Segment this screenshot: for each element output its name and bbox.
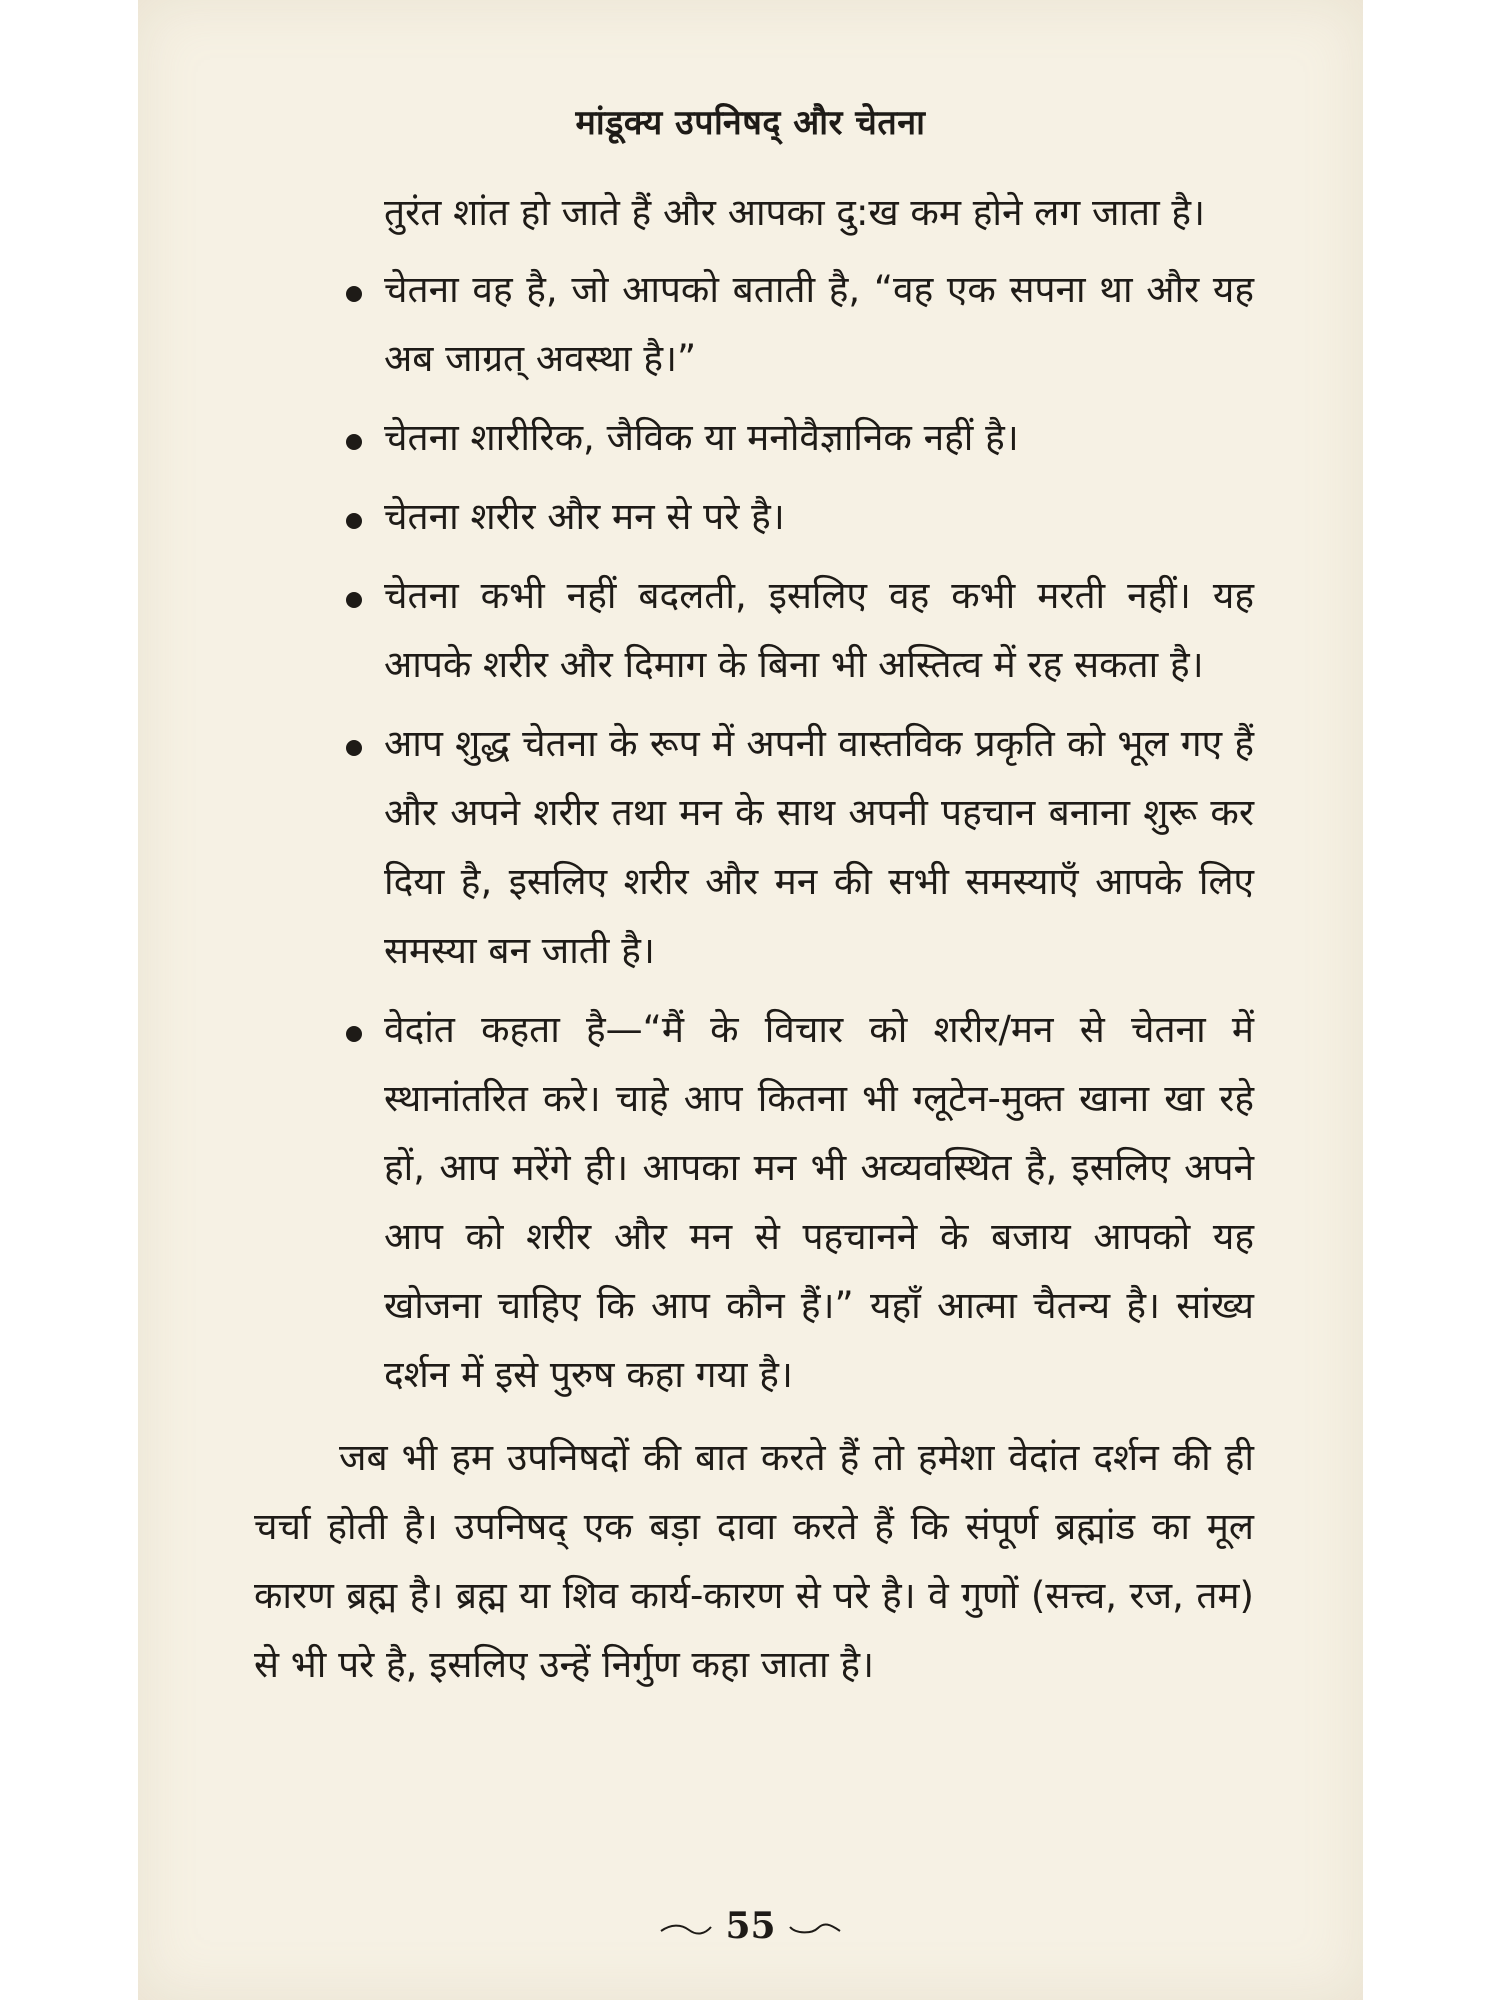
bullet-text: वेदांत कहता है—“मैं के विचार को शरीर/मन से चेतना में स्थानांतरित करे। चाहे आप कितना भी ग्लूटेन-मुक्त खाना खा रहे हों, आप मरेंगे ही। आपका मन भी अव्यवस्थित है, इसलिए अपने आप को शरीर और मन से पहचानने के बजाय आपको यह खोजना चाहिए कि आप कौन हैं।” यहाँ आत्मा चैतन्य है। सांख्य दर्शन में इसे पुरुष कहा गया है। (384, 1008, 1254, 1396)
bullet-item (254, 995, 1254, 1409)
bullet-item (254, 482, 1254, 551)
right-swash-icon (788, 1922, 842, 1936)
bullet-text: चेतना शरीर और मन से परे है। (384, 495, 785, 538)
bullet-item (254, 403, 1254, 472)
bullet-text: आप शुद्ध चेतना के रूप में अपनी वास्तविक प्रकृति को भूल गए हैं और अपने शरीर तथा मन के साथ अपनी पहचान बनाना शुरू कर दिया है, इसलिए शरीर और मन की सभी समस्याएँ आपके लिए समस्या बन जाती है। (384, 722, 1254, 972)
bullet-item (254, 709, 1254, 985)
page-body (254, 178, 1254, 1699)
bullet-item (254, 255, 1254, 393)
bullet-icon (346, 592, 362, 608)
bullet-icon (346, 1026, 362, 1042)
left-swash-icon (659, 1922, 713, 1936)
bullet-item (254, 561, 1254, 699)
book-page (138, 0, 1363, 2000)
bullet-list (254, 255, 1254, 1409)
bullet-icon (346, 434, 362, 450)
bullet-icon (346, 286, 362, 302)
bullet-text: चेतना शारीरिक, जैविक या मनोवैज्ञानिक नहीं है। (384, 416, 1019, 459)
bullet-icon (346, 513, 362, 529)
page-number-footer (138, 1905, 1363, 1947)
bullet-text: चेतना वह है, जो आपको बताती है, “वह एक सपना था और यह अब जाग्रत् अवस्था है।” (384, 268, 1254, 380)
page-number: 55 (725, 1905, 776, 1947)
body-paragraph: जब भी हम उपनिषदों की बात करते हैं तो हमेशा वेदांत दर्शन की ही चर्चा होती है। उपनिषद् एक बड़ा दावा करते हैं कि संपूर्ण ब्रह्मांड का मूल कारण ब्रह्म है। ब्रह्म या शिव कार्य-कारण से परे है। वे गुणों (सत्त्व, रज, तम) से भी परे है, इसलिए उन्हें निर्गुण कहा जाता है। (254, 1436, 1254, 1686)
running-head: मांडूक्य उपनिषद् और चेतना (575, 103, 926, 143)
continued-text: तुरंत शांत हो जाते हैं और आपका दु:ख कम होने लग जाता है। (384, 191, 1206, 234)
bullet-icon (346, 740, 362, 756)
bullet-text: चेतना कभी नहीं बदलती, इसलिए वह कभी मरती नहीं। यह आपके शरीर और दिमाग के बिना भी अस्तित्व में रह सकता है। (384, 574, 1254, 686)
